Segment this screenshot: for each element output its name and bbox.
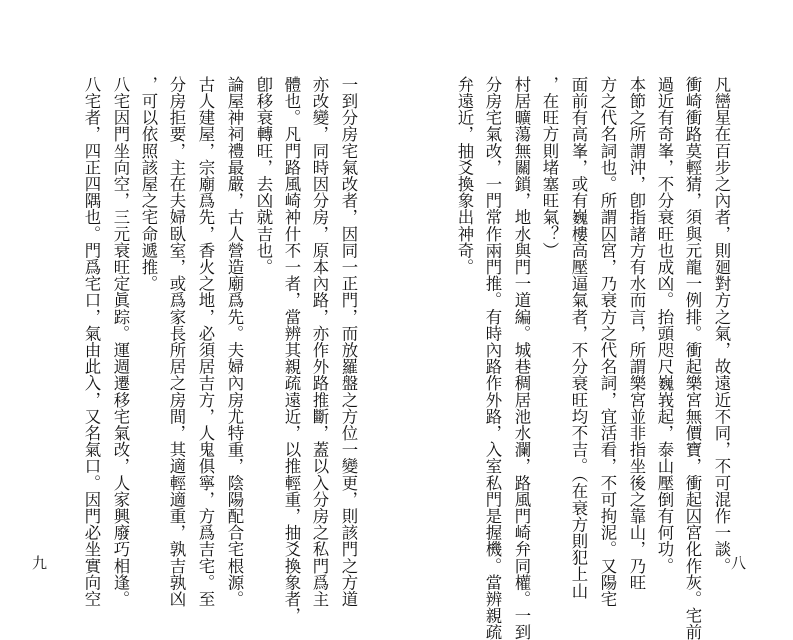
text-column: 村居曠蕩無關鎖，地水與門一道編。城巷稠居池水瀾，路風門崎弁同權。一到 [512, 76, 531, 640]
text-column: 古人建屋，宗廟爲先，香火之地，必須居吉方，人鬼俱寧，方爲吉宅。至 [196, 76, 215, 608]
text-column: 論屋神祠禮最嚴，古人營造廟爲先。夫婦內房尤特重，陰陽配合宅根源。 [225, 76, 244, 608]
right-page [400, 0, 793, 640]
text-column: 本節之所謂沖，卽指諸方有水而言，所謂樂宮並非指坐後之靠山，乃旺 [627, 76, 646, 591]
text-column: 亦改變，同時因分房，原本內路，亦作外路推斷，蓋以入分房之私門爲主 [310, 76, 329, 608]
text-column: 衝崎衝路莫輕猜，須與元龍一例排。衝起樂宮無價寶，衝起囚宮化作灰。宅前 [683, 76, 702, 640]
text-column: 凡巒星在百步之內者，則廻對方之氣，故遠近不同，不可混作一談。 [712, 76, 731, 574]
text-column: 一到分房宅氣改者，因同一正門，而放羅盤之方位一變更，則該門之方道 [339, 76, 358, 608]
page-number: 九 [32, 554, 48, 572]
text-column: 卽移衰轉旺，去凶就吉也。 [254, 76, 273, 276]
text-column: ，在旺方則堵塞旺氣？） [540, 76, 559, 259]
text-column: 弁遠近，抽爻換象出神奇。 [455, 76, 474, 276]
text-column: 八宅因門坐向空，三元衰旺定眞踪。運週遷移宅氣改，人家興廢巧相逢。 [111, 76, 130, 608]
text-column: 體也。凡門路風崎衶什不一者，當辨其親疏遠近，以推輕重，抽爻換象者， [282, 76, 301, 624]
left-page [0, 0, 400, 624]
text-column: 方之代名詞也。所謂囚宮，乃衰方之代名詞，宜活看，不可拘泥。又陽宅 [598, 76, 617, 608]
text-column: 面前有高峯，或有巍樓高壓逼氣者，不分衰旺均不吉。（在衰方則犯上山 [569, 76, 588, 599]
text-column: ，可以依照該屋之宅命遞推。 [139, 76, 158, 292]
text-column: 分房宅氣改，一門常作兩門推。有時內路作外路，入室私門是握機。當辨親疏 [483, 76, 502, 640]
text-column: 過近有奇峯，不分衰旺也成凶。抬頭咫尺巍峩起，泰山壓倒有何功。 [655, 76, 674, 574]
text-column: 分房拒要，主在夫婦臥室，或爲家長所居之房間，其適輕適重，孰吉孰凶 [167, 76, 186, 608]
page-number: 八 [731, 554, 747, 572]
text-column: 八宅者，四正四隅也。門爲宅口，氣由此入，又名氣口。因門必坐實向空 [82, 76, 101, 608]
